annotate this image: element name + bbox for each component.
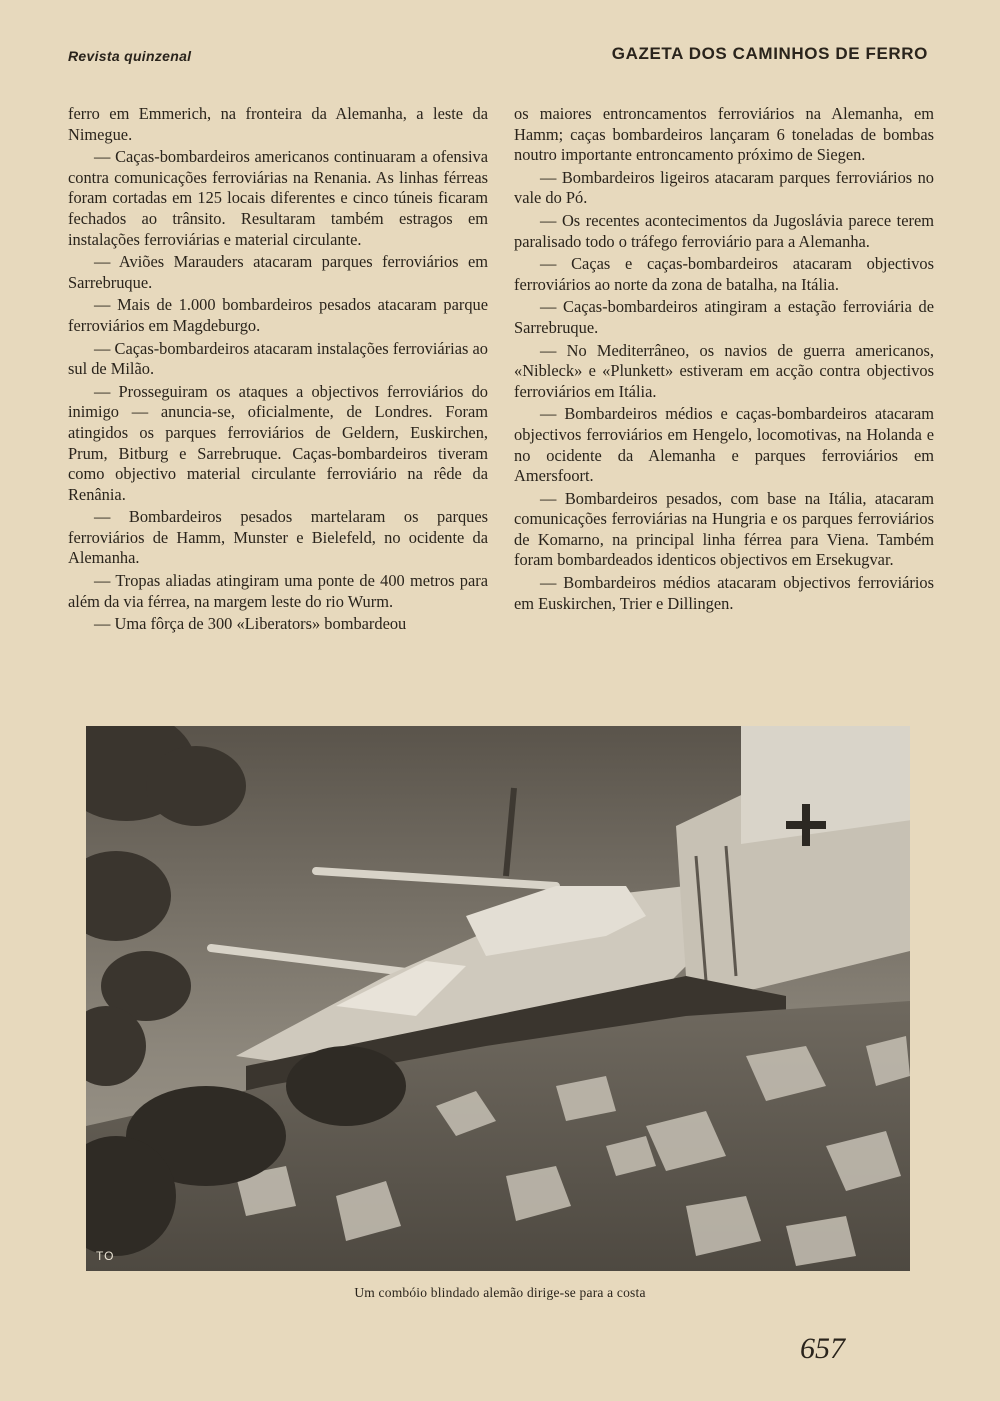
paragraph: — Mais de 1.000 bombardeiros pesados atacaram parque ferroviários em Magdeburgo. <box>68 295 488 335</box>
armored-train-photo <box>86 726 910 1271</box>
paragraph: — Bombardeiros ligeiros atacaram parques ferroviários no vale do Pó. <box>514 167 934 208</box>
paragraph: — Bombardeiros médios e caças-bombardeiros atacaram objectivos ferroviários em Hengelo, locomotivas, na Holanda e no ocidente da Alemanha e parques ferroviários em Amersfoort. <box>514 404 934 486</box>
paragraph: — Prosseguiram os ataques a objectivos ferroviários do inimigo — anuncia-se, oficialmente, de Londres. Foram atingidos os parques ferroviários de Geldern, Euskirchen, Prum, Bitburg e Sarrebruque. Caças-bombardeiros tiveram como objectivo material circulante ferroviário na rêde da Renânia. <box>68 381 488 504</box>
paragraph: — Bombardeiros médios atacaram objectivos ferroviários em Euskirchen, Trier e Dillingen. <box>514 573 934 613</box>
page-number: 657 <box>800 1332 845 1365</box>
paragraph: — Bombardeiros pesados martelaram os parques ferroviários de Hamm, Munster e Bielefeld, no ocidente da Alemanha. <box>68 507 488 568</box>
paragraph: — Caças-bombardeiros atingiram a estação ferroviária de Sarrebruque. <box>514 297 934 337</box>
paragraph: — Caças-bombardeiros americanos continuaram a ofensiva contra comunicações ferroviárias na Renania. As linhas férreas foram cortadas em 125 locais diferentes e cinco túneis ficaram fechados ao trânsito. Resultaram também estragos em instalações ferroviárias e material circulante. <box>68 147 488 249</box>
photo-credit-mark: TO <box>96 1249 115 1263</box>
paragraph: — No Mediterrâneo, os navios de guerra americanos, «Nibleck» e «Plunkett» estiveram em acção contra objectivos ferroviários em Itália. <box>514 340 934 401</box>
left-text-column <box>68 104 488 637</box>
paragraph: — Caças-bombardeiros atacaram instalações ferroviárias ao sul de Milão. <box>68 338 488 379</box>
photo-illustration <box>86 726 910 1271</box>
photo-caption: Um combóio blindado alemão dirige-se para a costa <box>354 1285 646 1300</box>
paragraph: — Aviões Marauders atacaram parques ferroviários em Sarrebruque. <box>68 252 488 292</box>
running-header-left: Revista quinzenal <box>68 48 192 64</box>
paragraph: — Uma fôrça de 300 «Liberators» bombardeou <box>94 614 407 634</box>
paragraph: os maiores entroncamentos ferroviários na Alemanha, em Hamm; caças bombardeiros lançaram 6 toneladas de bombas noutro importante entroncamento próximo de Siegen. <box>514 104 934 165</box>
right-text-column <box>514 104 934 616</box>
paragraph: — Caças e caças-bombardeiros atacaram objectivos ferroviários ao norte da zona de batalha, na Itália. <box>514 254 934 294</box>
paragraph: — Os recentes acontecimentos da Jugoslávia parece terem paralisado todo o tráfego ferroviário para a Alemanha. <box>514 210 934 251</box>
paragraph: — Tropas aliadas atingiram uma ponte de 400 metros para além da via férrea, na margem leste do rio Wurm. <box>68 571 488 611</box>
paragraph: — Bombardeiros pesados, com base na Itália, atacaram comunicações ferroviárias na Hungria e os parques ferroviários de Komarno, na principal linha férrea para Viena. Também foram bombardeados identicos objectivos em Ersekugvar. <box>514 488 934 570</box>
paragraph: ferro em Emmerich, na fronteira da Alemanha, a leste da Nimegue. <box>68 104 488 144</box>
running-header-right: GAZETA DOS CAMINHOS DE FERRO <box>611 44 928 63</box>
